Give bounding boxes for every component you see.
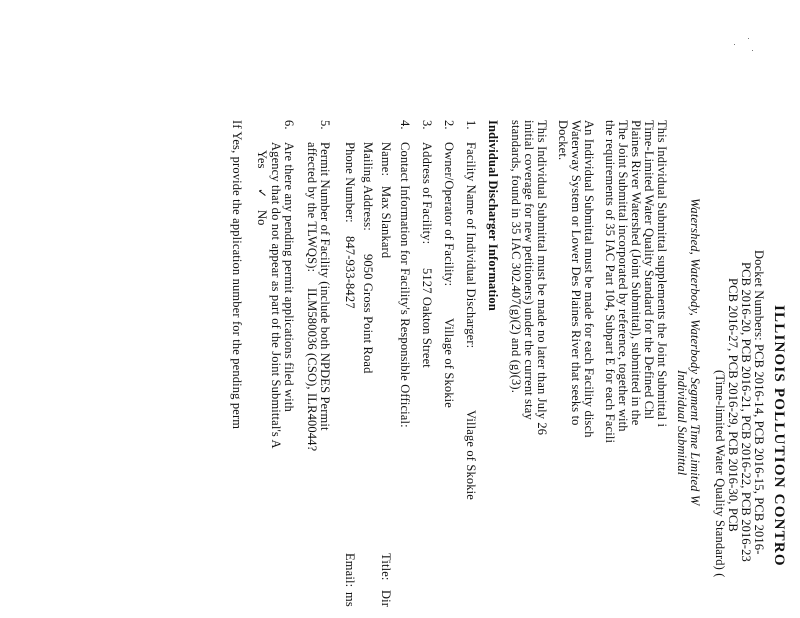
item-1-value: Village of Skokie: [464, 410, 478, 500]
checkmark-icon: ✓: [255, 188, 269, 199]
docket-line-2: PCB 2016-20, PCB 2016-21, PCB 2016-22, PCB 2016-23: [739, 262, 753, 562]
item-5-number: 5.: [318, 120, 332, 130]
contact-title-value: Dir: [379, 590, 393, 608]
intro-p2-line-2: Waterway System or Lower Des Plaines River that seeks to: [569, 120, 583, 426]
contact-phone-value: 847-933-8427: [343, 236, 357, 309]
contact-mailing-value: 9050 Gross Point Road: [361, 254, 375, 374]
item-4-number: 4.: [398, 120, 412, 130]
contact-name-label: Name:: [379, 142, 393, 177]
intro-p3-line-3: standards, found in 35 IAC 302.407(g)(2) and (g)(3).: [509, 120, 523, 394]
subtitle-line-1: Watershed, Waterbody, Waterbody Segment Time Limited W: [688, 198, 702, 506]
contact-mailing-label: Mailing Address:: [361, 142, 375, 231]
subtitle-line-2: Individual Submittal: [675, 370, 689, 476]
intro-p3-line-1: This Individual Submittal must be made no later than July 26: [535, 120, 549, 436]
pending-application-line: If Yes, provide the application number for the pending perm: [230, 120, 244, 430]
item-5-line-1: Permit Number of Facility (include both NPDES Permit: [318, 142, 332, 431]
docket-line-3: PCB 2016-27, PCB 2016-29, PCB 2016-30, PCB: [726, 278, 740, 532]
item-6-number: 6.: [282, 120, 296, 130]
document-title: ILLINOIS POLLUTION CONTRO: [771, 305, 787, 567]
contact-title-label: Title:: [379, 553, 393, 581]
scan-speck: [748, 38, 749, 39]
docket-line-1: Docket Numbers: PCB 2016-14, PCB 2016-15, PCB 2016-: [752, 250, 766, 555]
intro-p1-line-5: the requirements of 35 IAC Part 104, Subpart E for each Facili: [603, 120, 617, 444]
contact-phone-label: Phone Number:: [343, 142, 357, 223]
item-5-line-2-value: ILM580036 (CSO), ILR40044?: [305, 288, 319, 452]
scan-speck: [734, 44, 735, 45]
item-2-number: 2.: [442, 120, 456, 130]
item-5-line-2-label: affected by the TLWQS):: [305, 142, 319, 273]
item-1-label: Facility Name of Individual Discharger:: [464, 142, 478, 349]
yes-option-label: Yes: [255, 150, 269, 169]
scan-speck: [752, 50, 753, 51]
intro-p2-line-3: Docket.: [556, 120, 570, 161]
intro-p1-line-2: Time-Limited Water Quality Standard for the Defined Chl: [642, 120, 656, 420]
intro-p3-line-2: initial coverage for new petitioners) under the current stay: [522, 120, 536, 420]
contact-email-value: ms: [343, 592, 357, 607]
intro-p1-line-1: This Individual Submittal supplements the Joint Submittal i: [655, 120, 669, 428]
item-6-line-1: Are there any pending permit applications filed with: [282, 142, 296, 412]
intro-p2-line-1: An Individual Submittal must be made for each Facility disch: [582, 120, 596, 438]
item-4-label: Contact Information for Facility's Responsible Official:: [398, 142, 412, 428]
item-6-line-2: Agency that do not appear as part of the Joint Submittal's A: [269, 142, 283, 449]
item-3-value: 5127 Oakton Street: [420, 268, 434, 368]
contact-name-value: Max Slankard: [379, 186, 393, 259]
contact-email-label: Email:: [343, 553, 357, 588]
item-3-label: Address of Facility:: [420, 142, 434, 245]
no-option-label: No: [255, 210, 269, 226]
item-2-value: Village of Skokie: [442, 318, 456, 408]
docket-line-4: (Time-limited Water Quality Standard) (: [713, 370, 727, 578]
item-1-number: 1.: [464, 120, 478, 130]
section-heading: Individual Discharger Information: [486, 120, 500, 311]
intro-p1-line-4: The Joint Submittal incorporated by reference, together with: [616, 120, 630, 432]
item-2-label: Owner/Operator of Facility:: [442, 142, 456, 287]
intro-p1-line-3: Plaines River Watershed (Joint Submittal), submitted in the: [629, 120, 643, 426]
item-3-number: 3.: [420, 120, 434, 130]
